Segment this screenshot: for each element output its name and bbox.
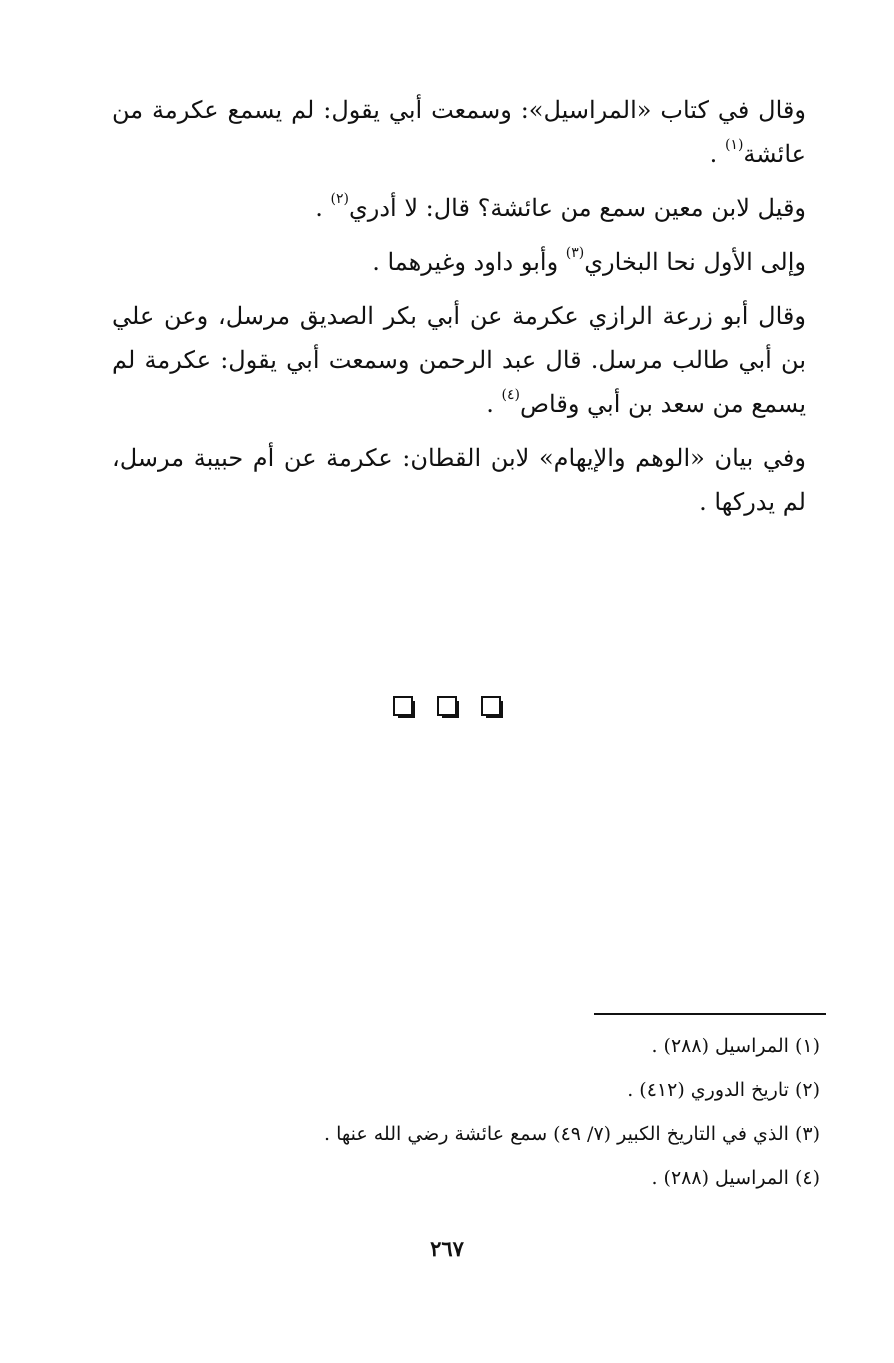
paragraph-1-end: . xyxy=(709,140,718,168)
paragraph-2-text: وقيل لابن معين سمع من عائشة؟ قال: لا أدري xyxy=(348,194,806,222)
footnote-3: (٣) الذي في التاريخ الكبير (٧/ ٤٩) سمع عائشة رضي الله عنها . xyxy=(324,1123,820,1145)
paragraph-4-end: . xyxy=(486,390,494,418)
paragraph-3-text-b: وأبو داود وغيرهما . xyxy=(372,248,559,276)
footnote-ref-1: (١) xyxy=(724,137,744,153)
footnote-separator xyxy=(594,1013,826,1015)
footnotes xyxy=(112,1024,820,1200)
footnote-ref-2: (٢) xyxy=(330,191,349,207)
main-text xyxy=(112,88,806,534)
square-ornament-icon xyxy=(393,696,413,716)
footnote-ref-3: (٣) xyxy=(565,245,585,261)
paragraph-5 xyxy=(112,436,806,524)
paragraph-4-text: وقال أبو زرعة الرازي عكرمة عن أبي بكر الصديق مرسل، وعن علي بن أبي طالب مرسل. قال عبد الرحمن وسمعت أبي يقول: عكرمة لم يسمع من سعد بن أبي وقاص xyxy=(112,302,806,418)
paragraph-2-end: . xyxy=(315,194,323,222)
paragraph-5-text: وفي بيان «الوهم والإيهام» لابن القطان: عكرمة عن أم حبيبة مرسل، لم يدركها . xyxy=(112,444,806,516)
footnote-4: (٤) المراسيل (٢٨٨) . xyxy=(651,1167,820,1189)
footnote-2: (٢) تاريخ الدوري (٤١٢) . xyxy=(627,1079,820,1101)
paragraph-3 xyxy=(112,240,806,284)
paragraph-4 xyxy=(112,294,806,426)
paragraph-1 xyxy=(112,88,806,176)
footnote-ref-4: (٤) xyxy=(501,387,521,403)
page-number: ٢٦٧ xyxy=(430,1236,464,1261)
paragraph-2 xyxy=(112,186,806,230)
square-ornament-icon xyxy=(437,696,457,716)
paragraph-1-text: وقال في كتاب «المراسيل»: وسمعت أبي يقول: لم يسمع عكرمة من عائشة xyxy=(112,96,806,168)
footnote-1: (١) المراسيل (٢٨٨) . xyxy=(651,1035,820,1057)
section-divider-ornament xyxy=(0,696,894,716)
square-ornament-icon xyxy=(481,696,501,716)
paragraph-3-text-a: وإلى الأول نحا البخاري xyxy=(584,248,806,276)
